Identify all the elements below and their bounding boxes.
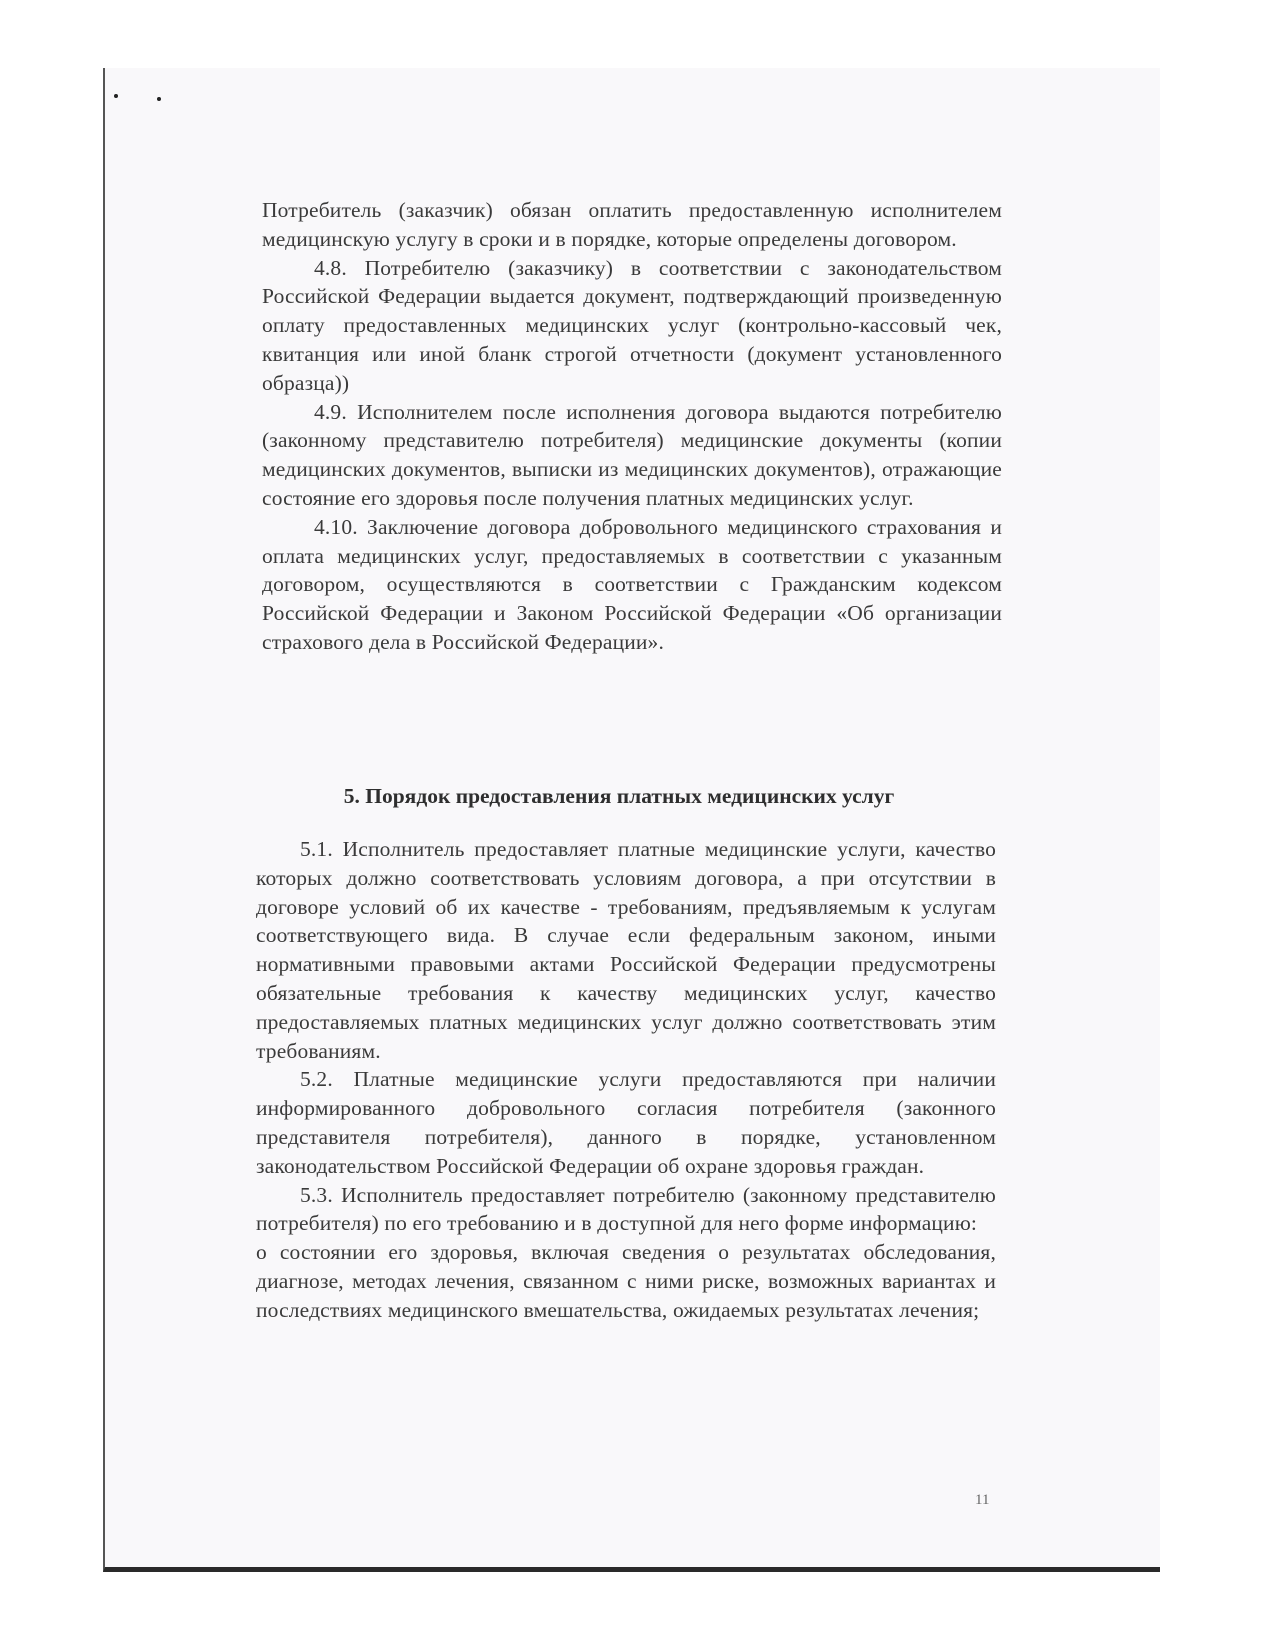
scan-speck	[114, 94, 118, 98]
scan-speck	[157, 97, 161, 101]
paragraph-5-1: 5.1. Исполнитель предоставляет платные медицинские услуги, качество которых должно соответствовать условиям договора, а при отсутствии в договоре условий об их качестве - требованиям, предъявляемым к услугам соответствующего вида. В случае если федеральным законом, иными нормативными правовыми актами Российской Федерации предусмотрены обязательные требования к качеству медицинских услуг, качество предоставляемых платных медицинских услуг должно соответствовать этим требованиям.	[256, 837, 996, 1063]
page-number: 11	[975, 1492, 990, 1508]
continued-section-4	[262, 196, 1002, 657]
paragraph-4-8: 4.8. Потребителю (заказчику) в соответствии с законодательством Российской Федерации выдается документ, подтверждающий произведенную оплату предоставленных медицинских услуг (контрольно-кассовый чек, квитанция или иной бланк строгой отчетности (документ установленного образца))	[262, 255, 1002, 395]
paragraph-5-2: 5.2. Платные медицинские услуги предоставляются при наличии информированного добровольного согласия потребителя (законного представителя потребителя), данного в порядке, установленном законодательством Российской Федерации об охране здоровья граждан.	[256, 1067, 996, 1178]
section-5-heading: 5. Порядок предоставления платных медицинских услуг	[343, 784, 895, 808]
paragraph-4-10: 4.10. Заключение договора добровольного медицинского страхования и оплата медицинских услуг, предоставляемых в соответствии с указанным договором, осуществляются в соответствии с Гражданским кодексом Российской Федерации и Законом Российской Федерации «Об организации страхового дела в Российской Федерации».	[262, 514, 1002, 654]
paragraph-health-info: о состоянии его здоровья, включая сведения о результатах обследования, диагнозе, методах лечения, связанном с ними риске, возможных вариантах и последствиях медицинского вмешательства, ожидаемых результатах лечения;	[256, 1240, 996, 1322]
paragraph-payment-obligation: Потребитель (заказчик) обязан оплатить предоставленную исполнителем медицинскую услугу в сроки и в порядке, которые определены договором.	[262, 198, 1002, 251]
section-5-body	[256, 835, 996, 1325]
paragraph-5-3: 5.3. Исполнитель предоставляет потребителю (законному представителю потребителя) по его требованию и в доступной для него форме информацию:	[256, 1182, 996, 1236]
paragraph-4-9: 4.9. Исполнителем после исполнения договора выдаются потребителю (законному представителю потребителя) медицинские документы (копии медицинских документов, выписки из медицинских документов), отражающие состояние его здоровья после получения платных медицинских услуг.	[262, 399, 1002, 510]
